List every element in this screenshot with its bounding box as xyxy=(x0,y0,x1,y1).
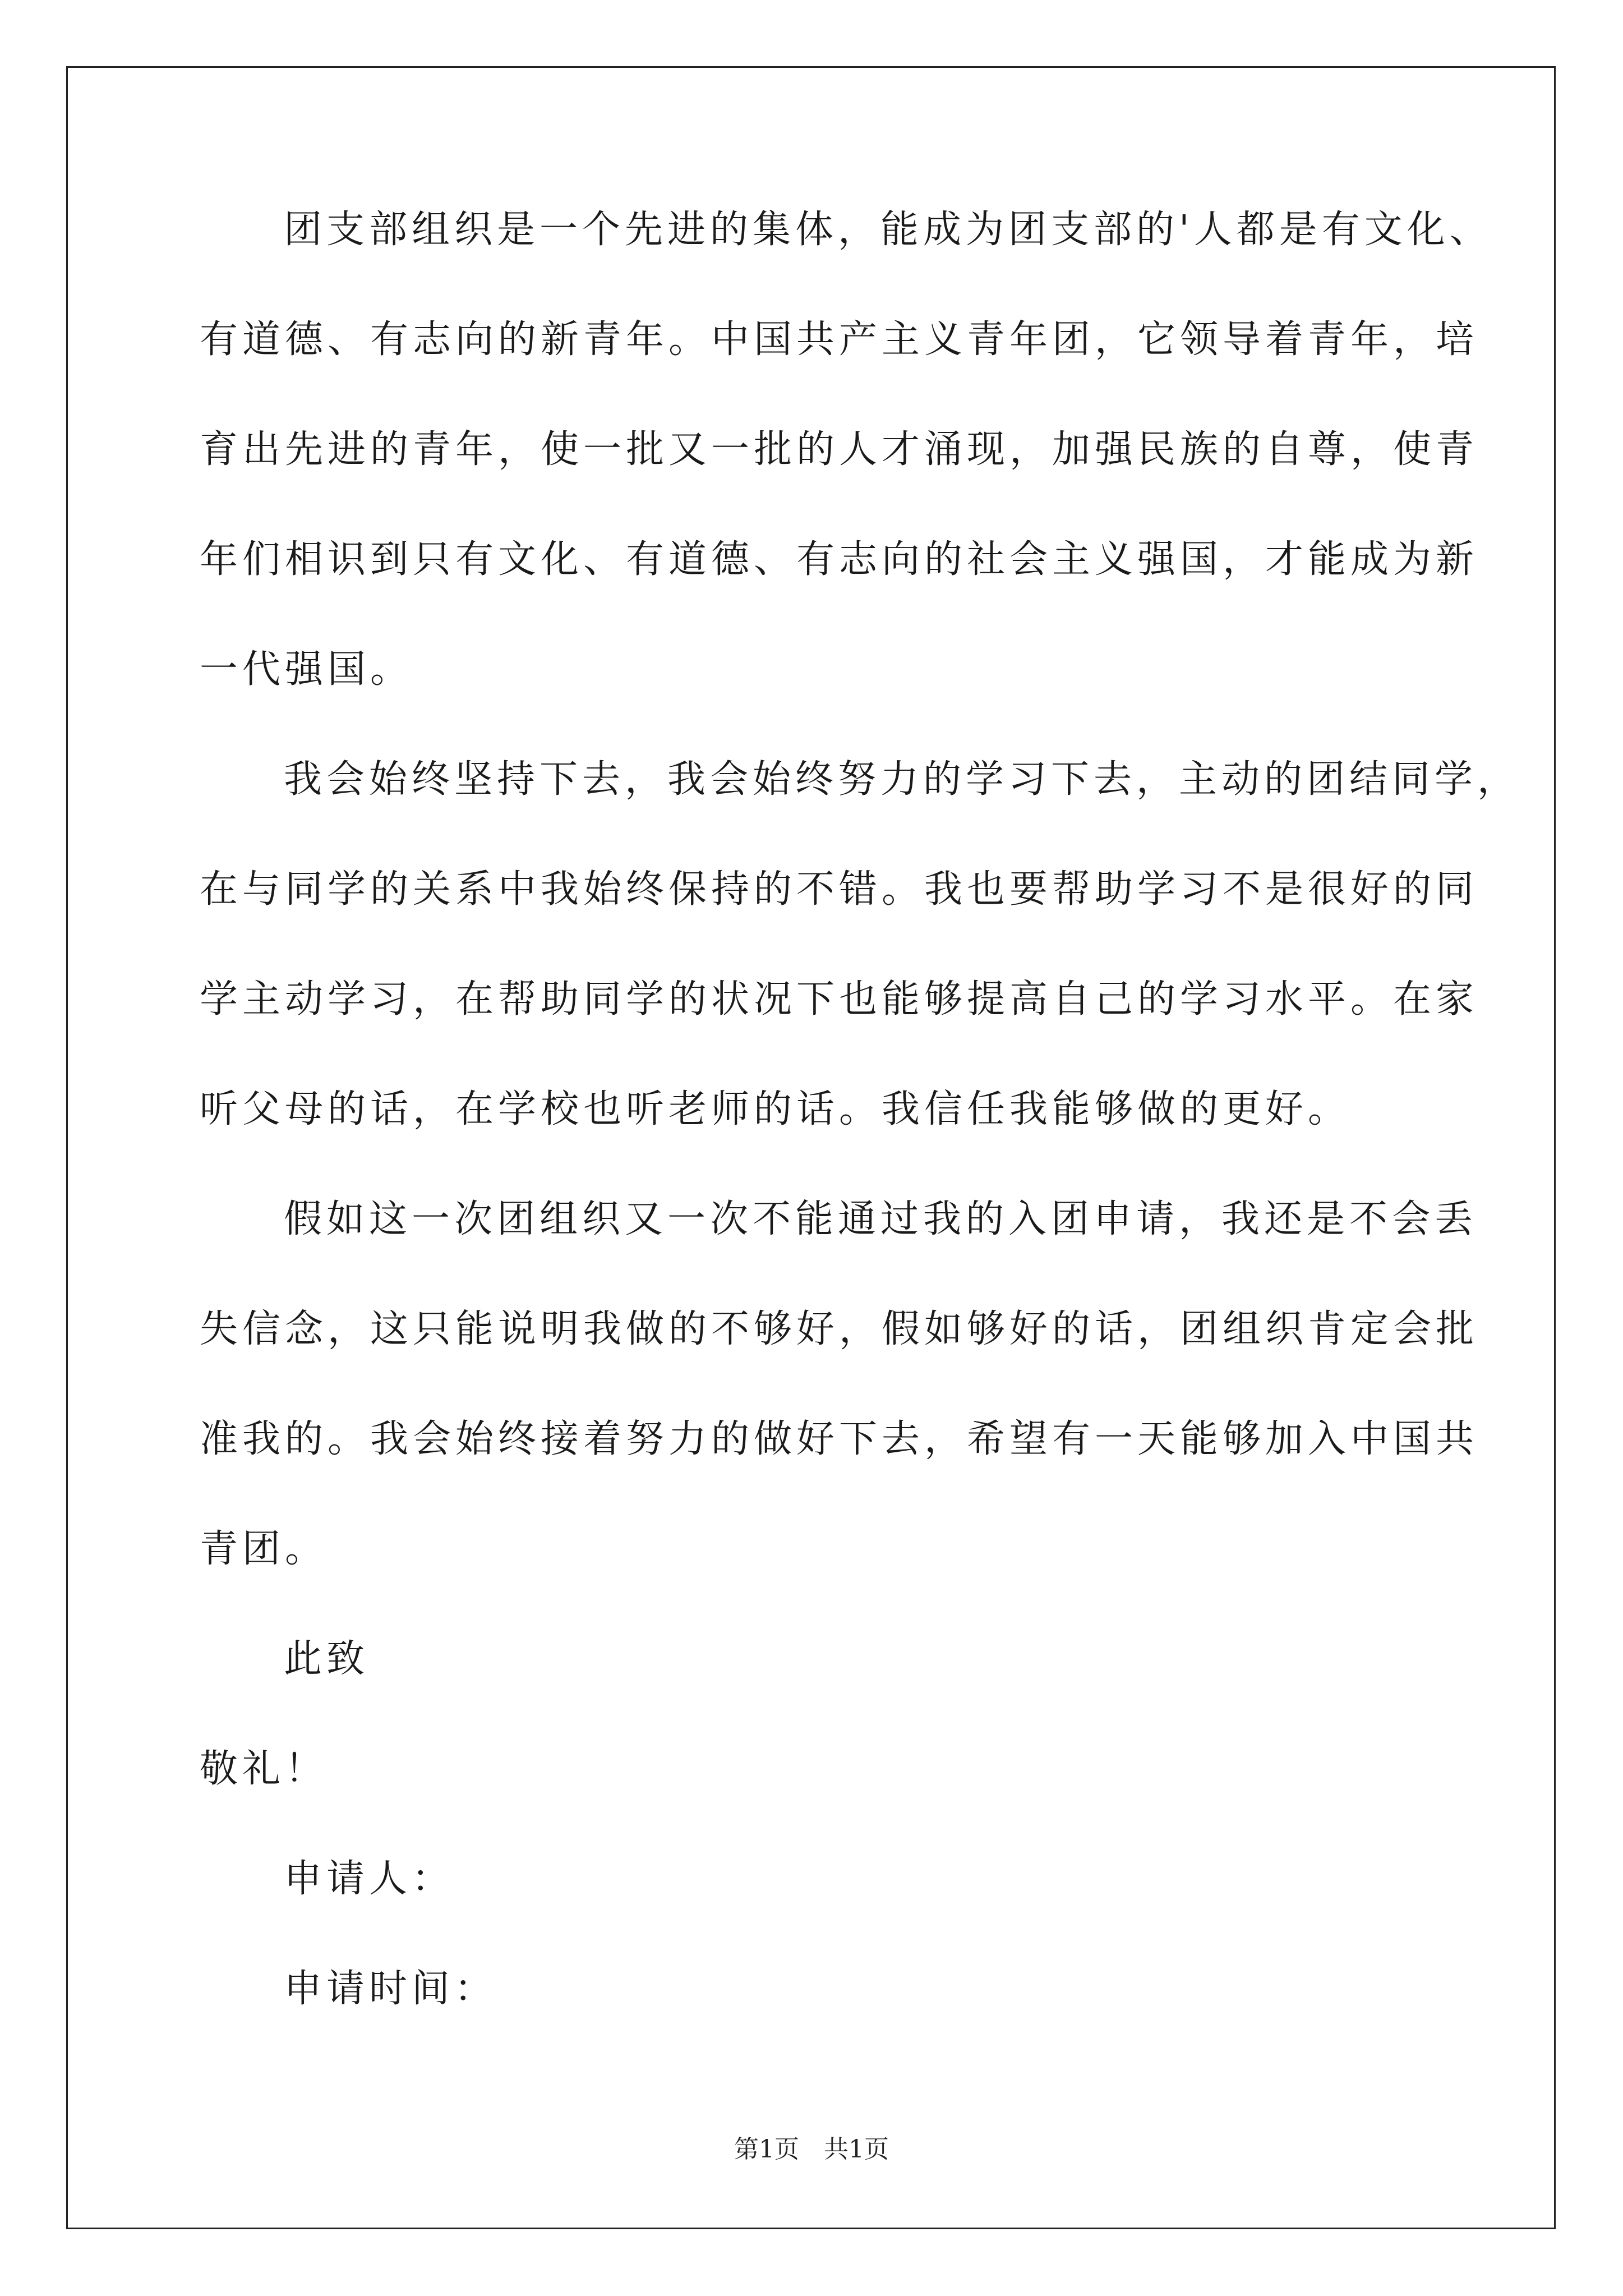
paragraph-2-line-4: 听父母的话，在学校也听老师的话。我信任我能够做的更好。 xyxy=(200,1087,1351,1131)
page-footer: 第1页 共1页 xyxy=(734,2135,889,2164)
applicant-label: 申请人： xyxy=(284,1857,455,1901)
paragraph-3-line-2: 失信念，这只能说明我做的不够好，假如够好的话，团组织肯定会批 xyxy=(200,1307,1479,1351)
page-border xyxy=(66,66,1556,2229)
paragraph-3-line-3: 准我的。我会始终接着努力的做好下去，希望有一天能够加入中国共 xyxy=(200,1417,1479,1461)
paragraph-1-line-4: 年们相识到只有文化、有道德、有志向的社会主义强国，才能成为新 xyxy=(200,537,1479,582)
paragraph-1-line-1: 团支部组织是一个先进的集体，能成为团支部的'人都是有文化、 xyxy=(284,208,1492,252)
paragraph-1-line-2: 有道德、有志向的新青年。中国共产主义青年团，它领导着青年，培 xyxy=(200,318,1479,362)
date-label: 申请时间： xyxy=(284,1967,497,2011)
paragraph-1-line-5: 一代强国。 xyxy=(200,647,413,692)
respect-line: 敬礼！ xyxy=(200,1747,328,1791)
paragraph-2-line-2: 在与同学的关系中我始终保持的不错。我也要帮助学习不是很好的同 xyxy=(200,867,1479,912)
paragraph-3-line-4: 青团。 xyxy=(200,1527,328,1571)
paragraph-2-line-1: 我会始终坚持下去，我会始终努力的学习下去，主动的团结同学， xyxy=(284,757,1520,802)
paragraph-3-line-1: 假如这一次团组织又一次不能通过我的入团申请，我还是不会丢 xyxy=(284,1197,1478,1241)
salutation: 此致 xyxy=(284,1637,370,1681)
paragraph-1-line-3: 育出先进的青年，使一批又一批的人才涌现，加强民族的自尊，使青 xyxy=(200,427,1479,472)
paragraph-2-line-3: 学主动学习，在帮助同学的状况下也能够提高自己的学习水平。在家 xyxy=(200,977,1479,1022)
